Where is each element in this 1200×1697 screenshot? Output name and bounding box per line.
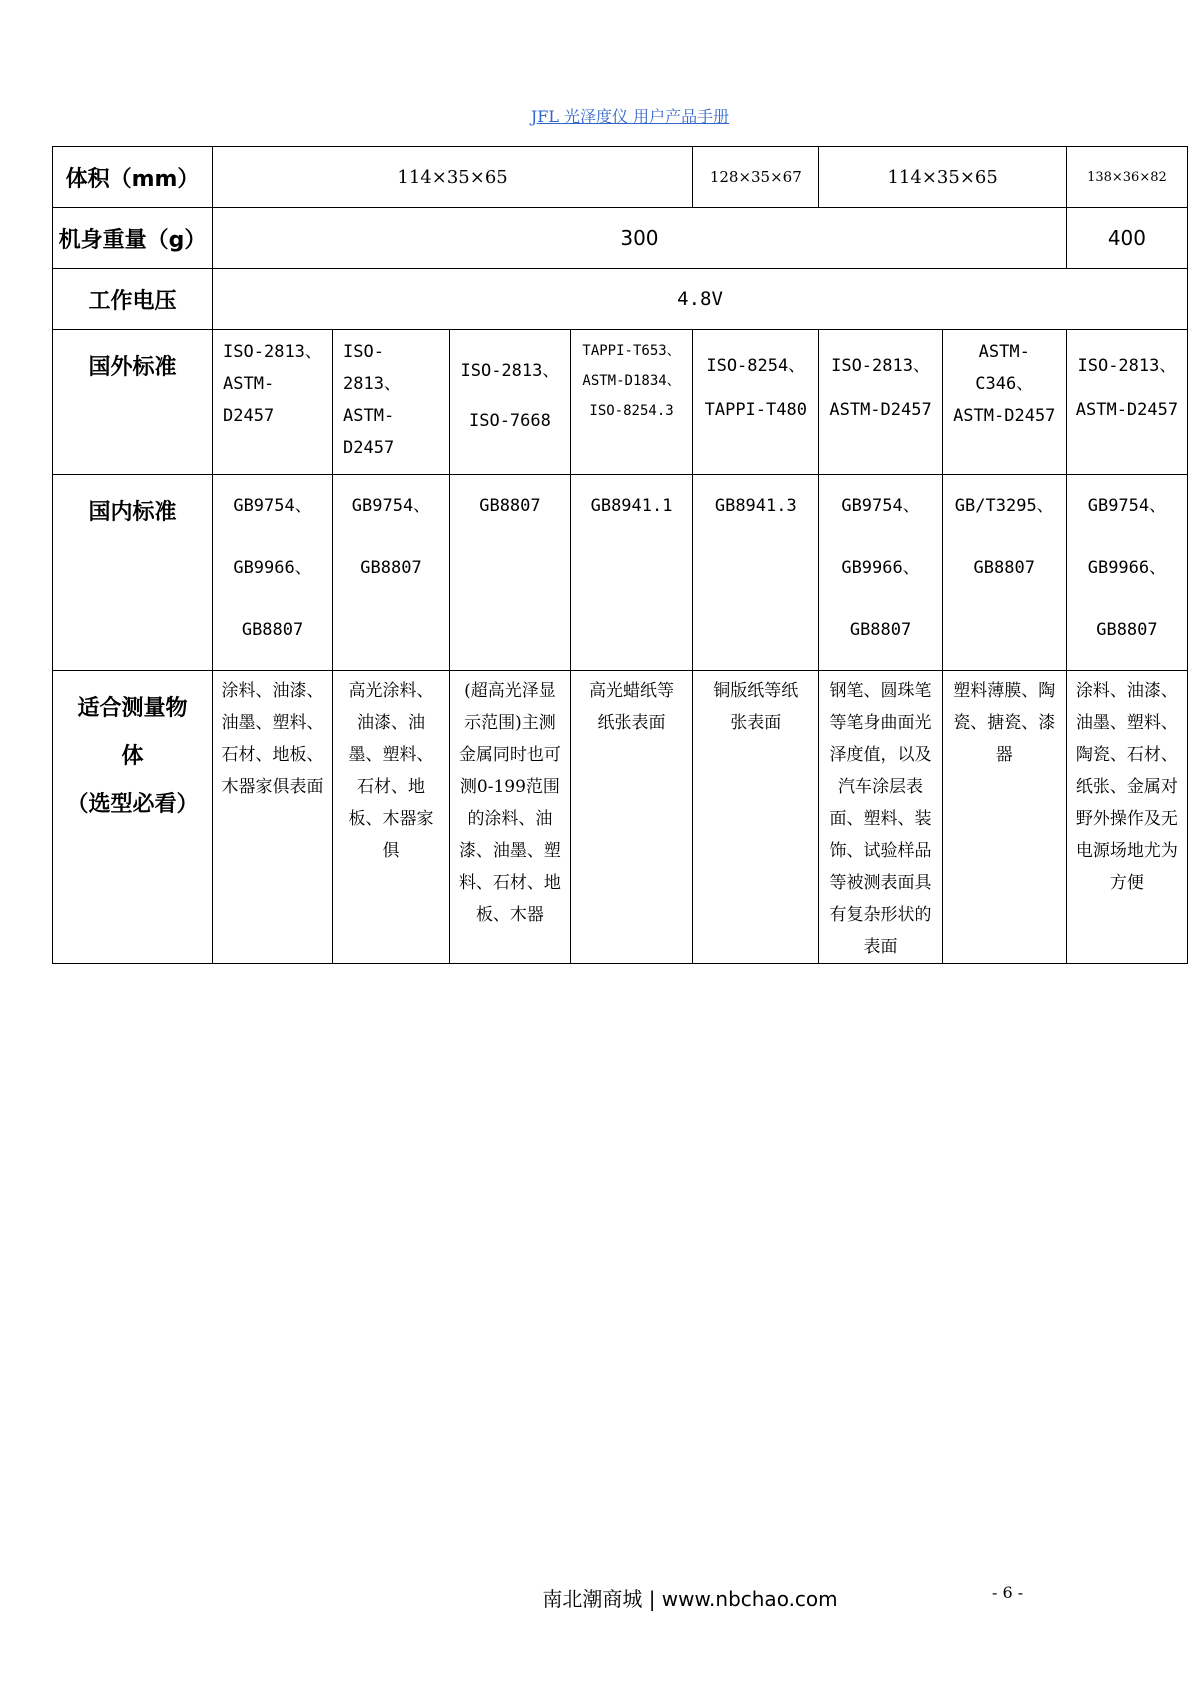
cell-volume-1: 114×35×65 xyxy=(213,147,693,208)
page-number: - 6 - xyxy=(992,1583,1024,1602)
cell-domestic-standard: GB8941.1 xyxy=(570,475,692,671)
cell-objects: 涂料、油漆、油墨、塑料、陶瓷、石材、纸张、金属对野外操作及无电源场地尤为方便 xyxy=(1066,671,1187,964)
spec-table xyxy=(52,146,1188,964)
row-weight xyxy=(53,208,1188,269)
cell-domestic-standard: GB8941.3 xyxy=(693,475,819,671)
cell-foreign-standard: ASTM-C346、ASTM-D2457 xyxy=(942,330,1066,475)
cell-objects: 铜版纸等纸张表面 xyxy=(693,671,819,964)
cell-foreign-standard: ISO-2813、ASTM-D2457 xyxy=(333,330,450,475)
cell-objects: 高光蜡纸等纸张表面 xyxy=(570,671,692,964)
row-volume xyxy=(53,147,1188,208)
cell-foreign-standard: ISO-2813、ASTM-D2457 xyxy=(213,330,333,475)
cell-foreign-standard: ISO-2813、ISO-7668 xyxy=(449,330,570,475)
cell-foreign-standard: ISO-2813、ASTM-D2457 xyxy=(1066,330,1187,475)
cell-weight-2: 400 xyxy=(1066,208,1187,269)
cell-objects: 塑料薄膜、陶瓷、搪瓷、漆器 xyxy=(942,671,1066,964)
row-label-objects xyxy=(53,671,213,964)
footer-site[interactable]: 南北潮商城 | www.nbchao.com xyxy=(542,1587,838,1611)
cell-domestic-standard: GB9754、GB9966、GB8807 xyxy=(213,475,333,671)
cell-domestic-standard: GB/T3295、GB8807 xyxy=(942,475,1066,671)
cell-foreign-standard: TAPPI-T653、ASTM-D1834、ISO-8254.3 xyxy=(570,330,692,475)
cell-foreign-standard: ISO-8254、TAPPI-T480 xyxy=(693,330,819,475)
cell-domestic-standard: GB9754、GB9966、GB8807 xyxy=(819,475,942,671)
row-objects xyxy=(53,671,1188,964)
cell-weight-1: 300 xyxy=(213,208,1067,269)
cell-domestic-standard: GB8807 xyxy=(449,475,570,671)
cell-objects: (超高光泽显示范围)主测金属同时也可测0-199范围的涂料、油漆、油墨、塑料、石材、地板、木器 xyxy=(449,671,570,964)
row-label-foreign-standard: 国外标准 xyxy=(53,330,213,475)
cell-volume-2: 128×35×67 xyxy=(693,147,819,208)
objects-label-main: 适合测量物体 xyxy=(77,696,188,769)
cell-objects: 钢笔、圆珠笔等笔身曲面光泽度值，以及汽车涂层表面、塑料、装饰、试验样品等被测表面具有复杂形状的表面 xyxy=(819,671,942,964)
row-foreign-standard xyxy=(53,330,1188,475)
row-label-voltage: 工作电压 xyxy=(53,269,213,330)
row-domestic-standard xyxy=(53,475,1188,671)
row-voltage xyxy=(53,269,1188,330)
row-label-domestic-standard: 国内标准 xyxy=(53,475,213,671)
cell-volume-3: 114×35×65 xyxy=(819,147,1066,208)
cell-voltage: 4.8V xyxy=(213,269,1188,330)
objects-label-note: （选型必看） xyxy=(66,792,199,817)
cell-foreign-standard: ISO-2813、ASTM-D2457 xyxy=(819,330,942,475)
row-label-volume: 体积（mm） xyxy=(53,147,213,208)
cell-objects: 高光涂料、油漆、油墨、塑料、石材、地板、木器家俱 xyxy=(333,671,450,964)
row-label-weight: 机身重量（g） xyxy=(53,208,213,269)
cell-domestic-standard: GB9754、GB8807 xyxy=(333,475,450,671)
document-header-title[interactable]: JFL 光泽度仪 用户产品手册 xyxy=(530,107,730,126)
cell-volume-4: 138×36×82 xyxy=(1066,147,1187,208)
cell-objects: 涂料、油漆、油墨、塑料、石材、地板、木器家俱表面 xyxy=(213,671,333,964)
cell-domestic-standard: GB9754、GB9966、GB8807 xyxy=(1066,475,1187,671)
